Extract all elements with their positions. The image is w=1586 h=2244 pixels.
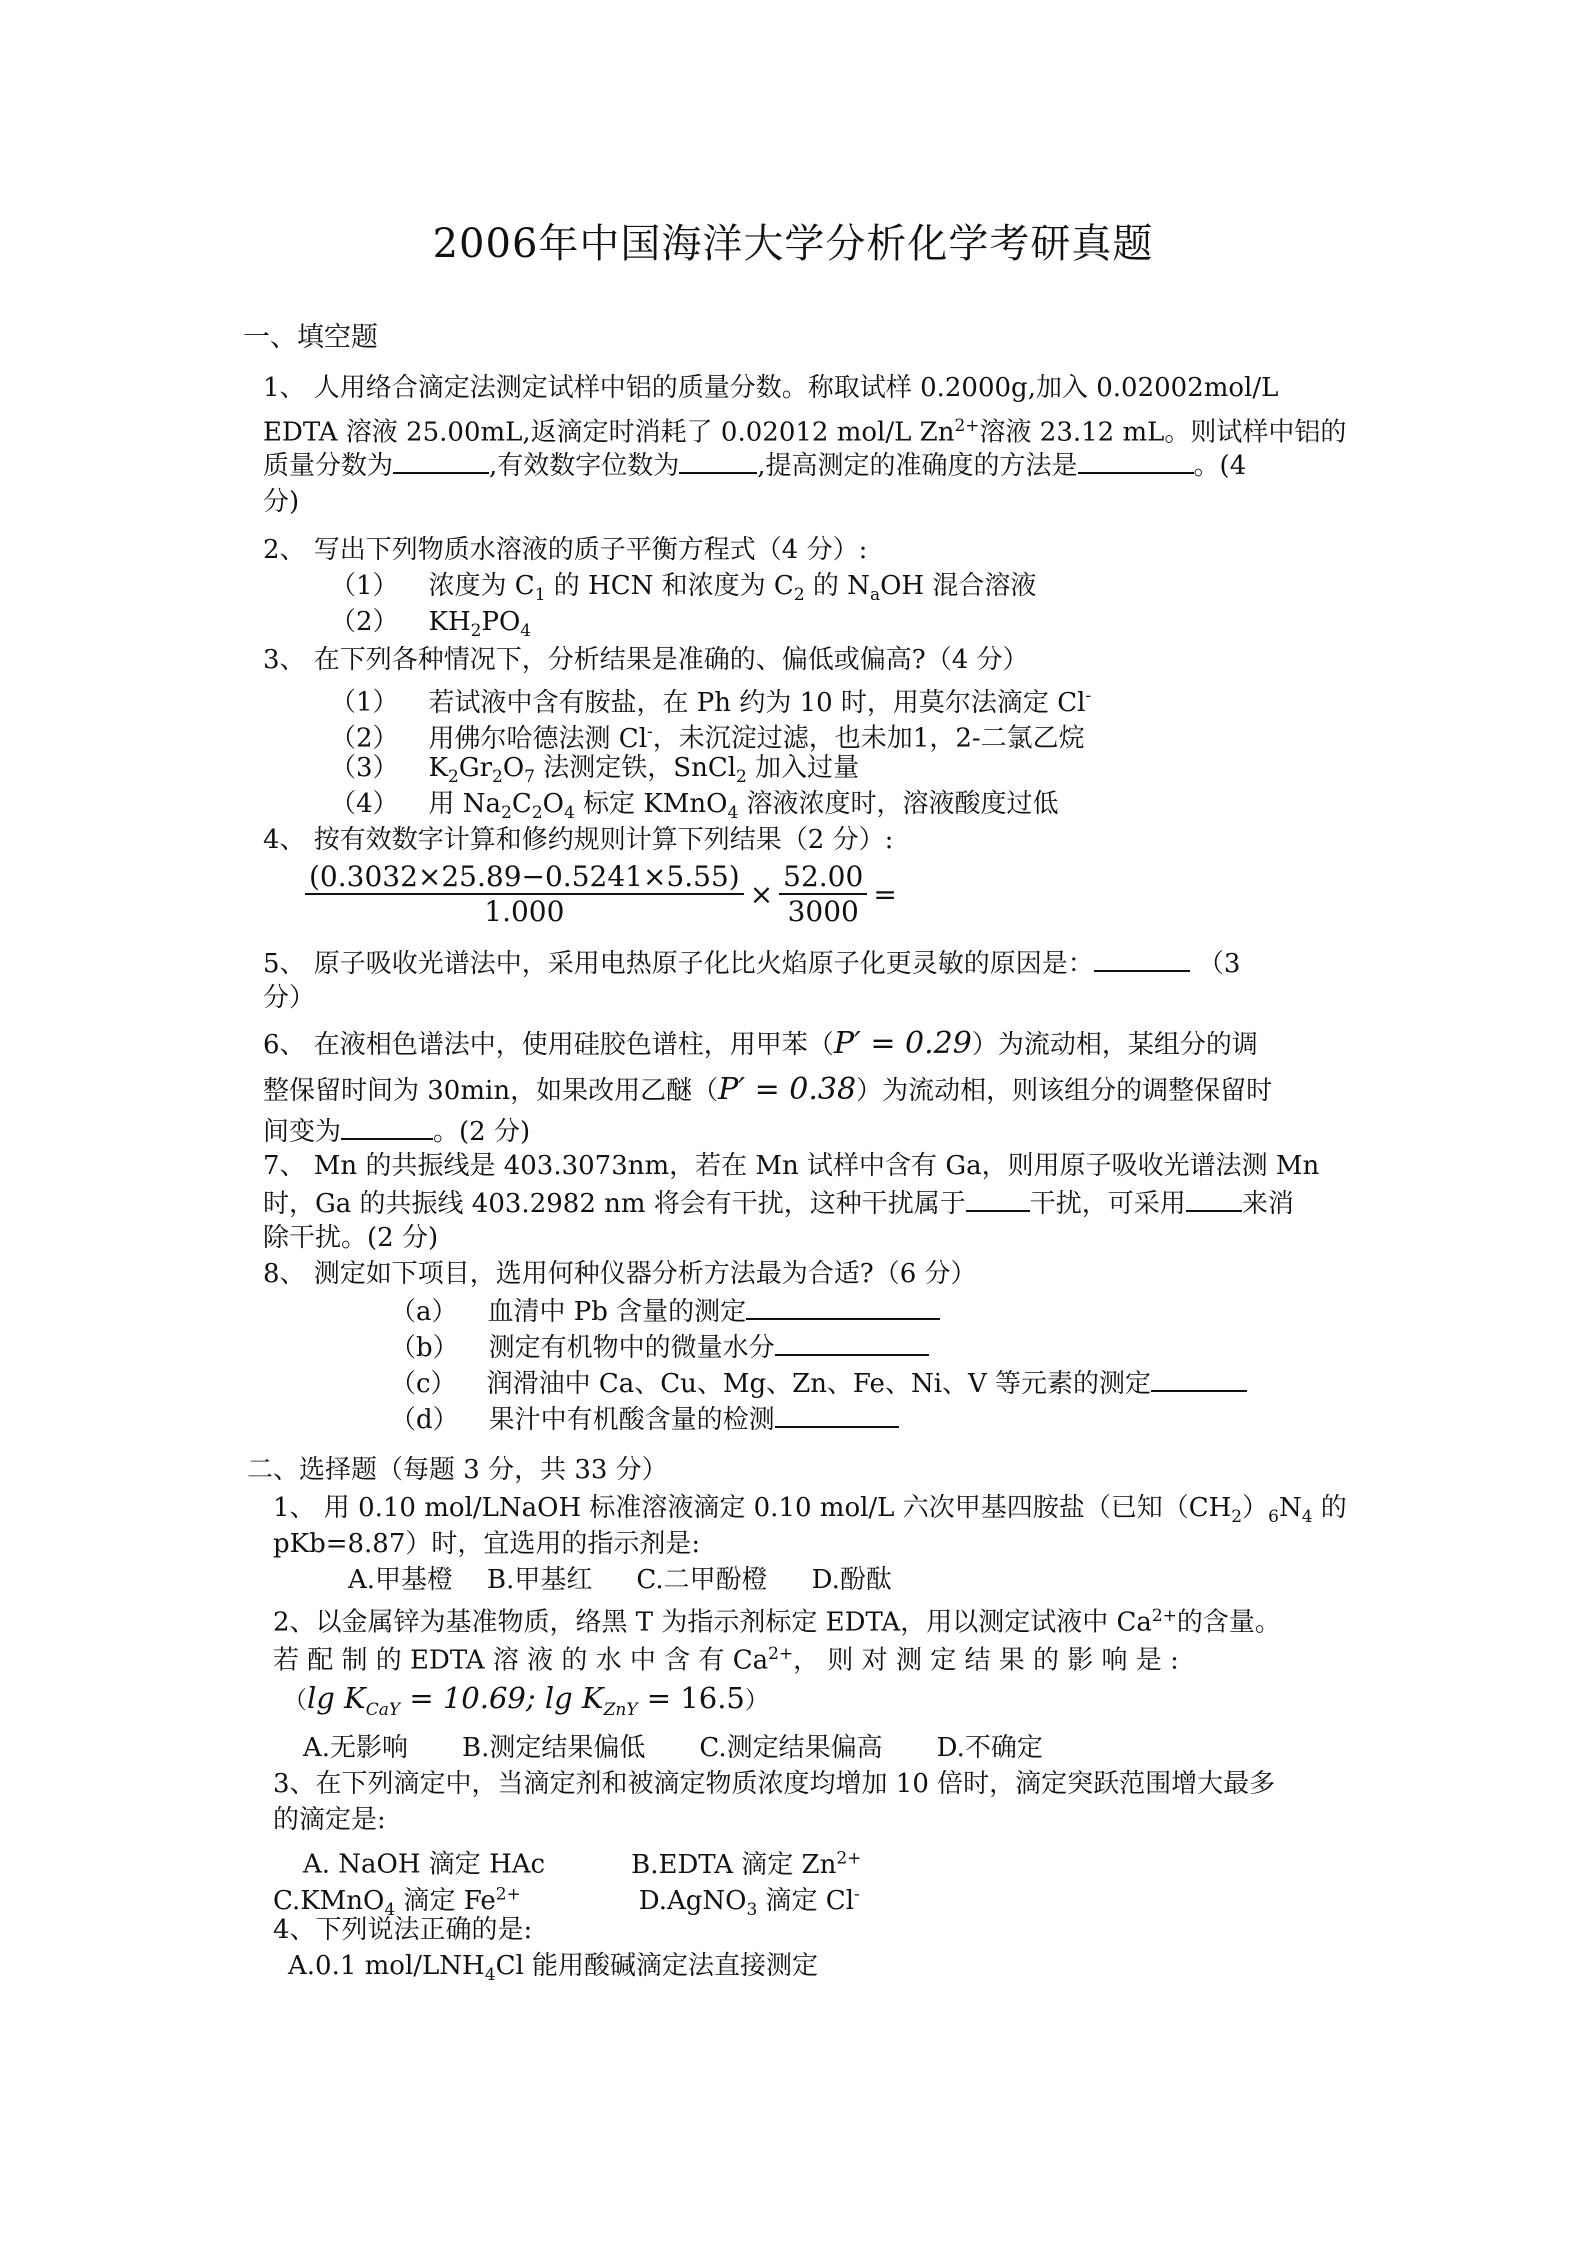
q1-line4: 分) (263, 487, 300, 517)
q6-line2 (263, 1072, 1272, 1109)
mc1-line1c: N (1278, 1493, 1302, 1523)
mc3-option-c-sub: 4 (384, 1899, 396, 1920)
mc2-line2b: ， 则 对 测 定 结 果 的 影 响 是 : (793, 1645, 1179, 1676)
q3-item3e: 加入过量 (746, 753, 860, 783)
q6-line1b: ）为流动相，某组分的调 (971, 1030, 1258, 1060)
section-heading-multiple-choice: 二、选择题（每题 3 分，共 33 分） (247, 1455, 668, 1485)
q8-item-c-text: 润滑油中 Ca、Cu、Mg、Zn、Fe、Ni、V 等元素的测定 (486, 1369, 1152, 1399)
mc2-condition (283, 1680, 769, 1728)
mc1-options (348, 1562, 892, 1598)
q8-item-a-text: 血清中 Pb 含量的测定 (487, 1297, 747, 1327)
q4-formula (305, 860, 903, 928)
q2-item1d: OH 混合溶液 (880, 571, 1037, 601)
q2-item1a: 浓度为 C (428, 571, 535, 601)
mc4-stem: 4、下列说法正确的是: (273, 1915, 533, 1945)
q3-item3c: O (502, 753, 525, 783)
mc2-line2a: 若 配 制 的 EDTA 溶 液 的 水 中 含 有 Ca (273, 1645, 769, 1676)
q3-item1-text: 若试液中含有胺盐，在 Ph 约为 10 时，用莫尔法滴定 Cl (428, 687, 1086, 718)
mc1-option-b[interactable]: B.甲基红 (487, 1565, 593, 1595)
q5-line2: 分） (263, 983, 316, 1013)
mc3-option-b-sup: 2+ (836, 1848, 862, 1868)
q3-stem: 3、 在下列各种情况下，分析结果是准确的、偏低或偏高?（4 分） (263, 645, 1029, 675)
mc2-value2: = 16.5 (637, 1681, 745, 1715)
q3-item2-no: （2） (330, 723, 399, 754)
q1-line3 (263, 446, 1246, 484)
q4-denominator-1: 1.000 (484, 895, 565, 928)
mc3-option-d-sup: - (854, 1884, 860, 1904)
mc3-line1: 3、在下列滴定中，当滴定剂和被滴定物质浓度均增加 10 倍时，滴定突跃范围增大最多 (273, 1769, 1276, 1799)
mc3-option-d-b: 滴定 Cl (757, 1885, 855, 1916)
mc4-option-a[interactable] (288, 1948, 818, 1993)
q1-blank-sig-figs[interactable] (679, 446, 757, 474)
q8-item-d (390, 1400, 899, 1438)
q4-denominator-2: 3000 (787, 895, 859, 928)
q4-equals-sign: = (873, 877, 897, 911)
q2-item2-sub1: 2 (470, 621, 482, 642)
q8-stem: 8、 测定如下项目，选用何种仪器分析方法最为合适?（6 分） (263, 1259, 977, 1289)
mc4-option-a-sub: 4 (484, 1965, 496, 1986)
q2-item2b: PO (481, 607, 521, 637)
q7-line2a: 时，Ga 的共振线 403.2982 nm 将会有干扰，这种干扰属于 (263, 1189, 966, 1219)
mc3-option-b-text: B.EDTA 滴定 Zn (631, 1849, 837, 1880)
q4-times-sign: × (749, 877, 774, 911)
q2-item1-sub2: 2 (793, 585, 805, 606)
mc2-cond-open: （ (283, 1686, 307, 1714)
q3-item4e: 溶液浓度时，溶液酸度过低 (738, 789, 1059, 819)
q3-item4c: O (542, 789, 564, 819)
mc2-line1a: 2、以金属锌为基准物质，络黑 T 为指示剂标定 EDTA，用以测定试液中 Ca (273, 1607, 1152, 1638)
mc1-sub2: 6 (1268, 1507, 1279, 1528)
mc3-option-c-sup: 2+ (495, 1884, 521, 1904)
q1-line3a: 质量分数为 (263, 451, 394, 481)
q8-item-b-text: 测定有机物中的微量水分 (488, 1333, 775, 1363)
mc2-sup1: 2+ (1151, 1606, 1177, 1626)
q1-line2a: EDTA 溶液 25.00mL,返滴定时消耗了 0.02012 mol/L Zn (263, 417, 955, 448)
mc2-option-c[interactable]: C.测定结果偏高 (699, 1733, 883, 1763)
q6-line2b: ）为流动相，则该组分的调整保留时 (856, 1076, 1273, 1106)
mc1-option-d[interactable]: D.酚酞 (811, 1565, 892, 1595)
q3-item2a: 用佛尔哈德法测 Cl (428, 723, 648, 754)
mc2-line2 (273, 1636, 1179, 1679)
q1-blank-method[interactable] (1078, 446, 1194, 474)
mc3-option-d[interactable] (638, 1884, 860, 1920)
q8-blank-c[interactable] (1151, 1364, 1247, 1392)
mc3-option-d-sub: 3 (746, 1899, 758, 1920)
mc1-option-a[interactable]: A.甲基橙 (348, 1565, 454, 1595)
q8-item-d-no: （d） (390, 1405, 459, 1435)
q1-line3b: ,有效数字位数为 (489, 451, 680, 481)
q3-item3-sub1: 2 (447, 767, 459, 788)
q3-item4-sub3: 4 (563, 803, 575, 824)
q4-fraction-1 (305, 860, 744, 928)
q5-line1b: （3 (1197, 949, 1241, 979)
mc3-option-c-b: 滴定 Fe (395, 1885, 496, 1916)
q5-blank[interactable] (1094, 944, 1190, 972)
mc1-line1b: ） (1242, 1493, 1269, 1523)
q2-stem: 2、 写出下列物质水溶液的质子平衡方程式（4 分）: (263, 535, 868, 565)
q3-item3d: 法测定铁，SnCl (535, 753, 737, 783)
q3-item3-sub3: 7 (524, 767, 535, 788)
mc1-option-c[interactable]: C.二甲酚橙 (636, 1565, 768, 1595)
q2-item1c: 的 N (804, 571, 870, 601)
q7-line2 (263, 1184, 1294, 1222)
q1-blank-mass-fraction[interactable] (393, 446, 489, 474)
q8-item-c (390, 1364, 1247, 1402)
q3-item4-sub1: 2 (501, 803, 512, 824)
mc2-option-a[interactable]: A.无影响 (303, 1733, 409, 1763)
q1-line3d: 。(4 (1193, 451, 1247, 481)
q3-item4-sub2: 2 (531, 803, 543, 824)
q3-item4-no: （4） (330, 789, 399, 819)
q3-item2b: ，未沉淀过滤，也未加1，2-二氯乙烷 (652, 723, 1085, 754)
q2-item1b: 的 HCN 和浓度为 C (545, 571, 794, 601)
q8-blank-b[interactable] (775, 1328, 929, 1356)
q4-numerator-2: 52.00 (779, 860, 867, 895)
q6-polarity-ether: P′ = 0.38 (718, 1072, 857, 1107)
mc1-line1d: 的 (1312, 1493, 1347, 1523)
mc4-option-a-a: A.0.1 mol/LNH (288, 1951, 485, 1981)
mc2-options (303, 1730, 1043, 1766)
q7-line2b: 干扰，可采用 (1029, 1189, 1186, 1219)
q8-blank-d[interactable] (775, 1400, 899, 1428)
q2-item2a: KH (428, 607, 471, 637)
mc2-sup2: 2+ (768, 1644, 794, 1664)
q7-blank-remedy[interactable] (1186, 1184, 1242, 1212)
mc2-line1b: 的含量。 (1176, 1607, 1281, 1638)
mc1-sub1: 2 (1231, 1507, 1243, 1528)
q8-item-d-text: 果汁中有机酸含量的检测 (488, 1405, 775, 1435)
q6-polarity-toluene: P′ = 0.29 (833, 1026, 972, 1061)
q2-item1-sub1: 1 (534, 585, 546, 606)
q7-line1: 7、 Mn 的共振线是 403.3073nm，若在 Mn 试样中含有 Ga，则用原子吸收光谱法测 Mn (263, 1151, 1320, 1181)
mc2-line1 (273, 1598, 1281, 1641)
mc3-option-d-a: D.AgNO (638, 1885, 747, 1916)
q6-line1 (263, 1026, 1258, 1063)
q3-item4d: 标定 KMnO (574, 789, 728, 819)
mc3-line2: 的滴定是: (273, 1805, 386, 1835)
q2-item2-no: （2） (330, 607, 399, 637)
q3-item1-no: （1） (330, 687, 399, 718)
q6-line3 (263, 1112, 530, 1150)
q7-line3: 除干扰。(2 分) (263, 1223, 439, 1253)
page-title: 2006年中国海洋大学分析化学考研真题 (432, 221, 1154, 267)
q1-line1-text: 1、 人用络合滴定法测定试样中铝的质量分数。称取试样 0.2000g,加入 0.02002mol/L (263, 373, 1279, 403)
q1-line2 (263, 408, 1346, 451)
q6-line1a: 6、 在液相色谱法中，使用硅胶色谱柱，用甲苯（ (263, 1030, 834, 1060)
q3-item3b: Gr (458, 753, 493, 783)
mc2-cond-close: ） (744, 1686, 769, 1714)
q7-line2c: 来消 (1241, 1189, 1294, 1219)
q2-item1-sub3: a (869, 585, 881, 606)
q3-item3-no: （3） (330, 753, 399, 783)
q3-item4b: C (511, 789, 532, 819)
mc4-option-a-b: Cl 能用酸碱滴定法直接测定 (495, 1951, 819, 1981)
q8-blank-a[interactable] (746, 1292, 940, 1320)
q3-item3-sub2: 2 (492, 767, 503, 788)
q6-blank[interactable] (341, 1112, 433, 1140)
q6-line2a: 整保留时间为 30min，如果改用乙醚（ (263, 1076, 719, 1106)
q3-item3a: K (428, 753, 448, 783)
q6-line3a: 间变为 (263, 1117, 342, 1147)
q6-line3b: 。(2 分) (433, 1117, 531, 1147)
mc1-sub3: 4 (1301, 1507, 1313, 1528)
q3-item3-sub4: 2 (736, 767, 747, 788)
q2-item2-sub2: 4 (520, 621, 532, 642)
q3-item4-sub4: 4 (727, 803, 739, 824)
mc2-lg-k1: lg K (307, 1681, 366, 1715)
q1-line2-sup: 2+ (954, 416, 980, 436)
q8-item-b-no: （b） (390, 1333, 459, 1363)
q8-item-a-no: （a） (390, 1297, 458, 1327)
q4-numerator-1: (0.3032×25.89−0.5241×5.55) (305, 860, 744, 895)
q5-line1a: 5、 原子吸收光谱法中，采用电热原子化比火焰原子化更灵敏的原因是： (263, 949, 1094, 979)
section-heading-fill-in: 一、填空题 (243, 322, 378, 353)
mc1-line1a: 1、 用 0.10 mol/LNaOH 标准溶液滴定 0.10 mol/L 六次甲基四胺盐（已知（CH (273, 1493, 1232, 1523)
mc1-line2: pKb=8.87）时，宜选用的指示剂是: (273, 1529, 701, 1559)
q7-blank-interference-type[interactable] (966, 1184, 1030, 1212)
mc2-option-d[interactable]: D.不确定 (936, 1733, 1043, 1763)
mc3-option-a[interactable]: A. NaOH 滴定 HAc (303, 1849, 546, 1880)
q3-item2-sup: - (647, 722, 653, 742)
mc2-k2-sub: ZnY (603, 1699, 638, 1720)
q3-item4a: 用 Na (428, 789, 502, 819)
q8-item-b (390, 1328, 929, 1366)
q1-line3c: ,提高测定的准确度的方法是 (757, 451, 1078, 481)
mc2-option-b[interactable]: B.测定结果偏低 (462, 1733, 646, 1763)
q5-line1 (263, 944, 1240, 982)
q1-line2b: 溶液 23.12 mL。则试样中铝的 (979, 417, 1347, 448)
q4-fraction-2 (779, 860, 867, 928)
mc3-option-c-a: C.KMnO (273, 1885, 385, 1916)
q8-item-a (390, 1292, 940, 1330)
q1-line1 (263, 370, 1278, 406)
q2-item1-no: （1） (330, 571, 399, 601)
q3-item1-sup: - (1085, 686, 1092, 706)
q8-item-c-no: （c） (390, 1369, 457, 1399)
mc2-value1: = 10.69; lg K (400, 1681, 604, 1715)
q4-stem: 4、 按有效数字计算和修约规则计算下列结果（2 分）: (263, 825, 894, 855)
mc2-k1-sub: CaY (365, 1699, 401, 1720)
